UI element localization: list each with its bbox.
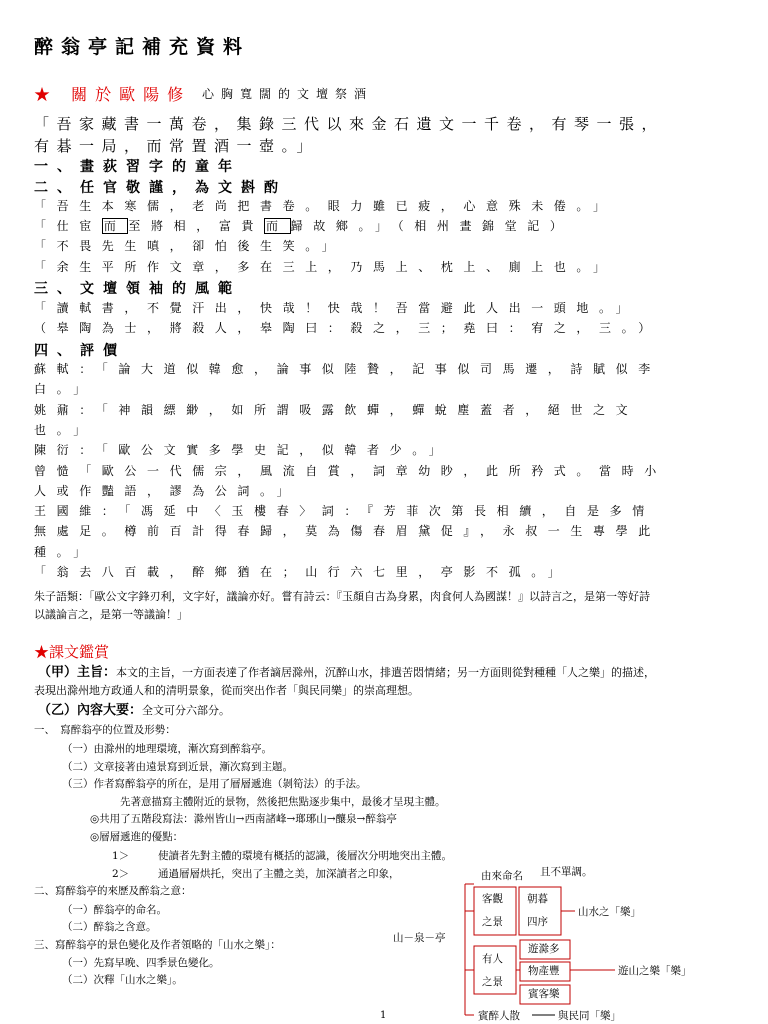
boxed-char: 而 (266, 219, 289, 233)
summary-line: （乙）內容大要：全文可分六部分。 (38, 703, 231, 718)
boxed-char: 而 (103, 219, 127, 233)
text-line: 白。」 (34, 382, 96, 396)
star-icon: ★ (34, 643, 50, 661)
section-heading: 關於歐陽修 (71, 85, 192, 104)
outline-item: （一）醉翁亭的命名。 (62, 904, 167, 916)
text-line: 無處足。樽前百計得春歸，莫為傷春眉黛促』，永叔一生專學此 (34, 524, 661, 538)
diagram-label: 遊滁多 (528, 943, 560, 955)
text-line: 姚鼐：「神韻縹緲，如所謂吸露飲蟬，蟬蛻塵蓋者，絕世之文 (34, 403, 639, 417)
diagram-label: 客觀 (482, 893, 503, 905)
diagram-label: 之景 (482, 916, 503, 928)
heading-evaluation: 四、評價 (34, 343, 126, 359)
diagram-label: 山水之「樂」 (578, 906, 641, 918)
diagram-label: 四序 (527, 916, 548, 928)
text-line: 「讀軾書，不覺汗出，快哉！快哉！吾當避此人出一頭地。」 (34, 301, 639, 315)
page-number: 1 (380, 1010, 387, 1021)
text-line: 王國維：「馮延中〈玉樓春〉詞：『芳菲次第長相續，自是多情 (34, 504, 655, 518)
outline-num: 1＞ (112, 850, 130, 862)
text-line: 以議論言之，是第一等議論！」 (34, 608, 188, 621)
outline-item: （一）由滁州的地理環境，漸次寫到醉翁亭。 (62, 743, 272, 755)
text-line: 曾慥「歐公一代儒宗，風流自賞，詞章幼眇，此所矜式。當時小 (34, 464, 667, 478)
outline-item: ◎共用了五階段寫法：滁州皆山→西南諸峰→瑯琊山→釀泉→醉翁亭 (90, 813, 397, 825)
diagram-label: 山－泉－亭 (393, 932, 446, 944)
text-line: 蘇軾：「論大道似韓愈，論事似陸贄，記事似司馬遷，詩賦似李 (34, 362, 661, 376)
diagram-label: 朝暮 (527, 893, 548, 905)
outline-item: 一、 寫醉翁亭的位置及形勢： (34, 724, 176, 736)
outline-item: （三）作者寫醉翁亭的所在，是用了層層遞進（剝筍法）的手法。 (62, 778, 367, 790)
outline-item: 三、寫醉翁亭的景色變化及作者領略的「山水之樂」： (34, 939, 281, 951)
outline-item: ◎層層遞進的優點： (90, 831, 184, 843)
diagram-label: 賓客樂 (528, 988, 560, 1000)
text-line: 種。」 (34, 545, 96, 559)
outline-item: 通過層層烘托，突出了主體之美，加深讀者之印象， (158, 868, 400, 880)
outline-item: （二）文章接著由遠景寫到近景，漸次寫到主題。 (62, 761, 293, 773)
text-line: 人或作豔語，謬為公詞。」 (34, 484, 300, 498)
diagram-label: 有人 (482, 953, 503, 965)
outline-item: （二）次釋「山水之樂」。 (62, 974, 183, 986)
heading-career: 二、任官敬謹，為文斟酌 (34, 180, 287, 196)
section-heading: 課文鑑賞 (49, 643, 110, 661)
diagram-label: 之景 (482, 976, 503, 988)
heading-leader: 三、文壇領袖的風範 (34, 281, 241, 297)
text-line: 朱子語類：「歐公文字鋒刃利，文字好，議論亦好。嘗有詩云：『玉顏自古為身累，肉食何人為國謀！』以詩言之，是第一等好詩 (34, 590, 650, 603)
section-subtitle: 心胸寬闊的文壇祭酒 (202, 87, 374, 101)
diagram-label: 物產豐 (528, 965, 560, 977)
quote-line: 有碁一局，而常置酒一壺。」 (34, 137, 320, 155)
text-line: 「仕宦 而 至將相，富貴 而 歸故鄉。」（相州晝錦堂記） (34, 219, 573, 233)
text-line: 「吾生本寒儒，老尚把書卷。眼力雖已疲，心意殊未倦。」 (34, 199, 616, 213)
text-line: 陳衍：「歐公文實多學史記，似韓者少。」 (34, 443, 452, 457)
star-icon: ★ (34, 85, 59, 104)
text-line: 「不畏先生嗔，卻怕後生笑。」 (34, 239, 345, 253)
theme-line: 表現出滁州地方政通人和的清明景象，從而突出作者「與民同樂」的崇高理想。 (34, 684, 419, 697)
outline-item: （一）先寫早晚、四季景色變化。 (62, 957, 220, 969)
outline-item: 使讀者先對主體的環境有概括的認識，後層次分明地突出主體。 (158, 850, 452, 862)
heading-childhood: 一、畫荻習字的童年 (34, 159, 241, 175)
outline-item: （二）醉翁之含意。 (62, 921, 157, 933)
diagram-label: 與民同「樂」 (558, 1010, 621, 1022)
quote-line: 「吾家藏書一萬卷，集錄三代以來金石遺文一千卷，有琴一張， (34, 115, 665, 133)
outline-item: 先著意描寫主體附近的景物，然後把焦點逐步集中，最後才呈現主體。 (120, 796, 446, 808)
diagram-label: 賓醉人散 (478, 1010, 520, 1022)
text-line: 「余生平所作文章，多在三上，乃馬上、枕上、廁上也。」 (34, 260, 616, 274)
theme-line: （甲）主旨：本文的主旨，一方面表達了作者謫居滁州，沉醉山水，排遣苦悶情緒；另一方面則從對種種「人之樂」的描述， (38, 665, 656, 680)
outline-num: 2＞ (112, 868, 130, 880)
outline-item: 且不單調。 (540, 866, 593, 878)
document-title: 醉翁亭記補充資料 (34, 36, 251, 58)
diagram-label: 由來命名 (481, 870, 523, 882)
text-line: 「翁去八百載，醉鄉猶在；山行六七里，亭影不孤。」 (34, 565, 571, 579)
text-line: （皋陶為士，將殺人，皋陶曰：殺之，三；堯曰：宥之，三。） (34, 321, 661, 335)
text-line: 也。」 (34, 423, 96, 437)
diagram-label: 遊山之樂「樂」 (618, 965, 692, 977)
outline-item: 二、寫醉翁亭的來歷及醉翁之意： (34, 885, 192, 897)
